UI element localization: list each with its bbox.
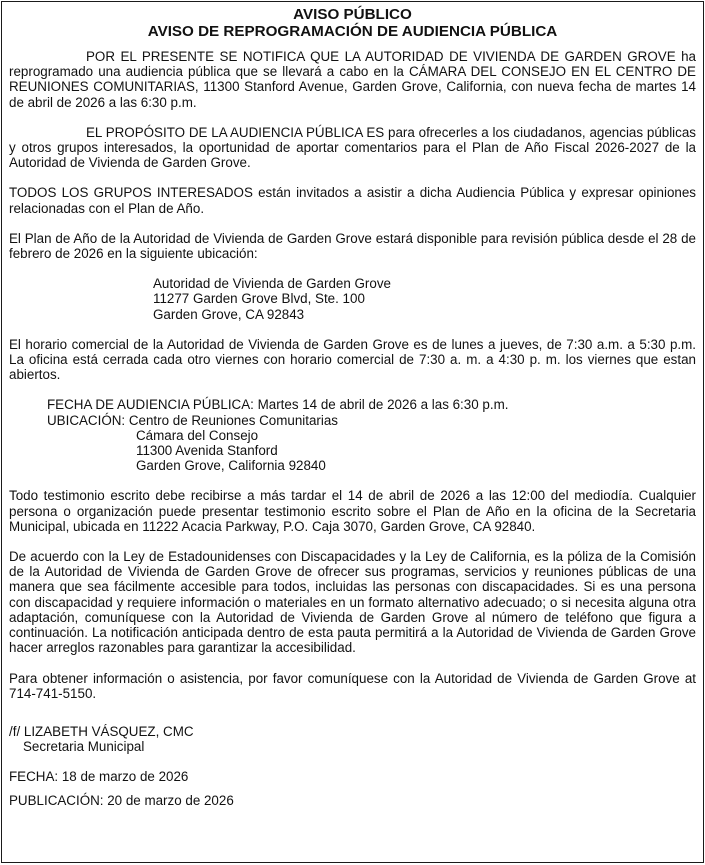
address-line-1: Autoridad de Vivienda de Garden Grove [153,276,391,292]
notice-title: AVISO PÚBLICO [293,6,412,23]
paragraph-notification-text: POR EL PRESENTE SE NOTIFICA QUE LA AUTORIDAD DE VIVIENDA DE GARDEN GROVE ha reprogramado una audiencia pública que se llevará a cabo en la CÁMARA DEL CONSEJO EN EL CENTRO DE REUNIONES COMUNITARIAS, 11300 Stanford Avenue, Garden Grove, California, con nueva fecha de martes 14 de abril de 2026 a las 6:30 p.m. [9,49,696,110]
signature-block [9,724,696,754]
paragraph-availability: El Plan de Año de la Autoridad de Vivienda de Garden Grove estará disponible para revisión pública desde el 28 de febrero de 2026 en la siguiente ubicación: [9,230,696,262]
hearing-details [47,397,696,473]
publication-date: PUBLICACIÓN: 20 de marzo de 2026 [9,792,234,808]
hearing-location-line-2: Cámara del Consejo [136,427,259,443]
address-line-3: Garden Grove, CA 92843 [153,306,305,322]
paragraph-invitation: TODOS LOS GRUPOS INTERESADOS están invitados a asistir a dicha Audiencia Pública y expresar opiniones relacionadas con el Plan de Año. [9,185,696,216]
paragraph-accessibility: De acuerdo con la Ley de Estadounidenses con Discapacidades y la Ley de California, es la póliza de la Comisión de la Autoridad de Vivienda de Garden Grove de ofrecer sus programas, servicios y reuniones públicas de una manera que sea fácilmente accesible para todos, incluidas las personas con discapacidades. Si es una persona con discapacidad y requiere información o materiales en un formato alternativo adecuado; o si necesita alguna otra adaptación, comuníquese con la Autoridad de Vivienda de Garden Grove al número de teléfono que figura a continuación. La notificación anticipada dentro de esta pauta permitirá a la Autoridad de Vivienda de Garden Grove hacer arreglos razonables para garantizar la accesibilidad. [9,549,696,656]
hearing-location-line-4: Garden Grove, California 92840 [136,458,326,474]
paragraph-notification [9,49,696,110]
address-line-2: 11277 Garden Grove Blvd, Ste. 100 [153,291,365,307]
paragraph-contact: Para obtener información o asistencia, por favor comuníquese con la Autoridad de Vivienda de Garden Grove at 714-741-5150. [9,670,696,701]
notice-date: FECHA: 18 de marzo de 2026 [9,769,189,785]
notice-subtitle: AVISO DE REPROGRAMACIÓN DE AUDIENCIA PÚBLICA [147,23,558,40]
paragraph-written-testimony: Todo testimonio escrito debe recibirse a más tardar el 14 de abril de 2026 a las 12:00 del mediodía. Cualquier persona o organización puede presentar testimonio escrito sobre el Plan de Año en la oficina de la Secretaria Municipal, ubicada en 11222 Acacia Parkway, P.O. Caja 3070, Garden Grove, CA 92840. [9,488,696,534]
paragraph-purpose-text: EL PROPÓSITO DE LA AUDIENCIA PÚBLICA ES para ofrecerles a los ciudadanos, agencias públicas y otros grupos interesados, la oportunidad de aportar comentarios para el Plan de Año Fiscal 2026-2027 de la Autoridad de Vivienda de Garden Grove. [9,124,696,171]
review-address [153,276,696,322]
signature-role: Secretaria Municipal [23,739,145,755]
signature-name: /f/ LIZABETH VÁSQUEZ, CMC [9,723,194,739]
paragraph-purpose [9,125,696,171]
hearing-location: UBICACIÓN: Centro de Reuniones Comunitarias [47,412,338,428]
hearing-location-line-3: 11300 Avenida Stanford [136,443,278,459]
public-notice [1,1,704,863]
paragraph-business-hours: El horario comercial de la Autoridad de Vivienda de Garden Grove es de lunes a jueves, de 7:30 a.m. a 5:30 p.m. La oficina está cerrada cada otro viernes con horario comercial de 7:30 a. m. a 4:30 p. m. los viernes que estan abiertos. [9,336,696,383]
hearing-date: FECHA DE AUDIENCIA PÚBLICA: Martes 14 de abril de 2026 a las 6:30 p.m. [47,397,509,413]
